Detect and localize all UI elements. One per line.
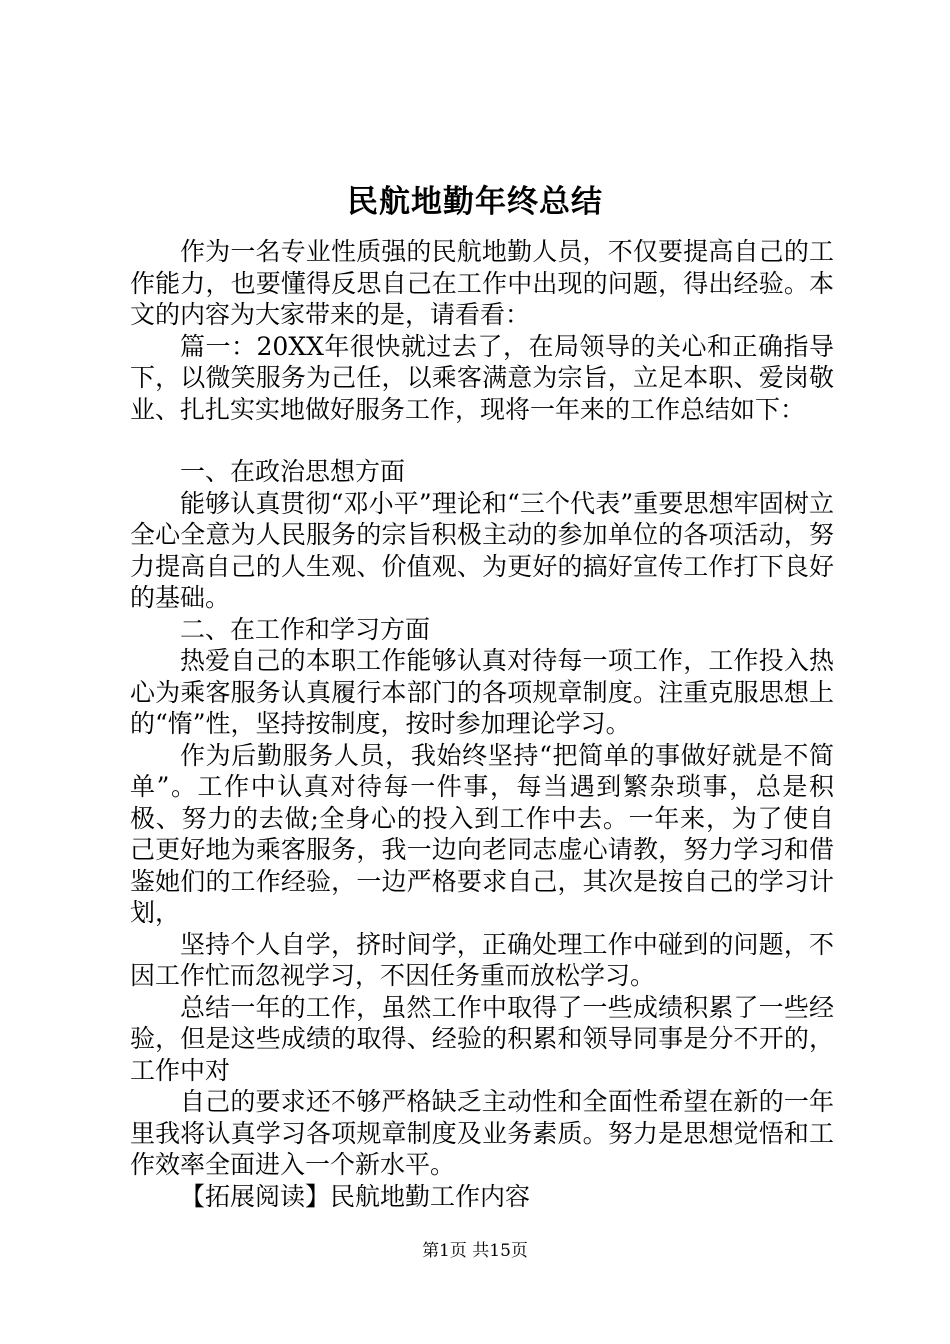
body-paragraph: 热爱自己的本职工作能够认真对待每一项工作，工作投入热心为乘客服务认真履行本部门的各项规章制度。注重克服思想上的“惰”性，坚持按制度，按时参加理论学习。 xyxy=(130,646,834,738)
document-title: 民航地勤年终总结 xyxy=(347,184,603,220)
section-heading: 二、在工作和学习方面 xyxy=(180,614,431,644)
page-number-footer: 第1页 共15页 xyxy=(422,1241,528,1261)
body-paragraph: 能够认真贯彻“邓小平”理论和“三个代表”重要思想牢固树立全心全意为人民服务的宗旨积极主动的参加单位的各项活动，努力提高自己的人生观、价值观、为更好的搞好宣传工作打下良好的基础。 xyxy=(130,488,834,612)
section-heading: 一、在政治思想方面 xyxy=(180,457,406,486)
body-paragraph: 篇一：20XX年很快就过去了，在局领导的关心和正确指导下，以微笑服务为己任，以乘客满意为宗旨，立足本职、爱岗敬业、扎扎实实地做好服务工作，现将一年来的工作总结如下： xyxy=(130,331,834,424)
intro-paragraph: 作为一名专业性质强的民航地勤人员，不仅要提高自己的工作能力，也要懂得反思自己在工作中出现的问题，得出经验。本文的内容为大家带来的是，请看看： xyxy=(130,237,834,329)
body-paragraph: 总结一年的工作，虽然工作中取得了一些成绩积累了一些经验，但是这些成绩的取得、经验的积累和领导同事是分不开的，工作中对 xyxy=(130,992,834,1085)
body-paragraph: 自己的要求还不够严格缺乏主动性和全面性希望在新的一年里我将认真学习各项规章制度及业务素质。努力是思想觉悟和工作效率全面进入一个新水平。 xyxy=(130,1087,834,1179)
extended-reading-heading: 【拓展阅读】民航地勤工作内容 xyxy=(180,1181,531,1211)
body-paragraph: 坚持个人自学，挤时间学，正确处理工作中碰到的问题，不因工作忙而忽视学习，不因任务重而放松学习。 xyxy=(130,929,834,990)
body-paragraph: 作为后勤服务人员，我始终坚持“把简单的事做好就是不简单”。工作中认真对待每一件事，每当遇到繁杂琐事，总是积极、努力的去做;全身心的投入到工作中去。一年来，为了使自己更好地为乘客服务，我一边向老同志虚心请教，努力学习和借鉴她们的工作经验，一边严格要求自己，其次是按自己的学习计划， xyxy=(130,740,834,927)
document-body xyxy=(130,236,834,1212)
